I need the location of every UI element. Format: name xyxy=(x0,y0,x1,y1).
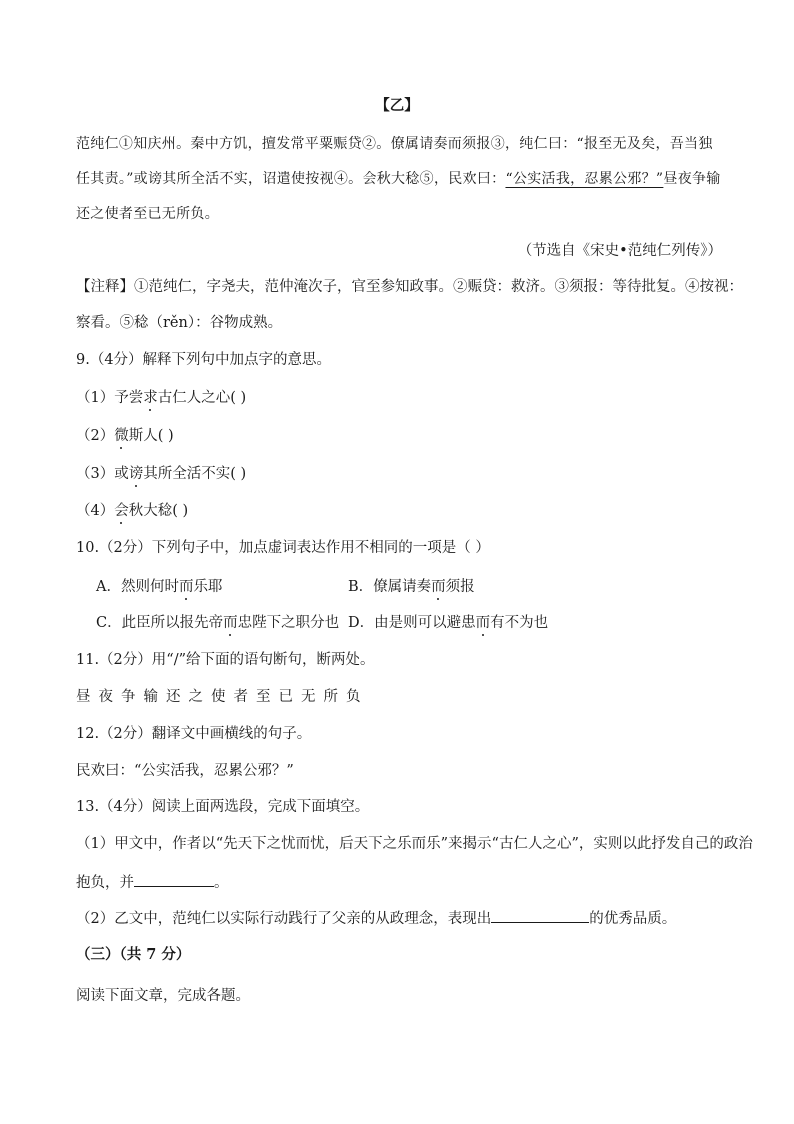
q13-blank-2[interactable] xyxy=(491,908,589,923)
q9-item-1 xyxy=(76,388,246,408)
q10-option-c-pre: C．此臣所以报先帝 xyxy=(96,615,224,631)
q11-stem: 11.（2分）用“/”给下面的语句断句，断两处。 xyxy=(76,652,375,668)
q13-blank-1[interactable] xyxy=(134,872,214,887)
q11-sentence xyxy=(76,687,369,707)
q11-char: 负 xyxy=(346,689,361,705)
q13-part-1-text: 抱负，并 xyxy=(76,875,134,891)
q13-part-2-text: （2）乙文中，范纯仁以实际行动践行了父亲的从政理念，表现出 xyxy=(76,911,492,927)
q10-option-a xyxy=(96,577,222,597)
q11-char: 者 xyxy=(233,689,248,705)
q10-option-d-dotted-char: 而 xyxy=(475,615,491,631)
underlined-sentence: “公实活我，忍累公邪？” xyxy=(505,171,664,187)
q9-item-4 xyxy=(76,501,188,521)
q13-part-1-line-1: （1）甲文中，作者以“先天下之忧而忧，后天下之乐而乐”来揭示“古仁人之心”，实则以此抒发自己的政治 xyxy=(76,836,753,852)
q13-part-1-line-2 xyxy=(76,872,229,893)
q10-option-d xyxy=(348,613,548,633)
passage-line-2-tail: 昼夜争输 xyxy=(663,171,721,187)
q11-char: 输 xyxy=(143,689,158,705)
q10-option-b-dotted-char: 而 xyxy=(431,579,446,595)
q13-part-2 xyxy=(76,908,676,929)
q9-item-3-post: 其所全活不实( ) xyxy=(143,466,247,482)
passage-line-2 xyxy=(76,169,721,189)
section-3-title: （三）（共 7 分） xyxy=(76,946,191,963)
q10-option-c-dotted-char: 而 xyxy=(223,615,238,631)
section-3-intro: 阅读下面文章，完成各题。 xyxy=(76,988,250,1004)
q10-option-b xyxy=(348,577,475,597)
q10-option-a-pre: A．然则何时 xyxy=(96,579,179,595)
q9-item-4-dotted-char: 会 xyxy=(114,503,129,519)
q10-option-c xyxy=(96,613,339,633)
q10-option-d-pre: D．由是则可以避患 xyxy=(348,615,476,631)
q9-item-4-pre: （4） xyxy=(76,503,115,519)
q9-item-2-post: 斯人( ) xyxy=(128,428,174,444)
q9-item-1-pre: （1）予尝 xyxy=(76,390,144,406)
q9-item-2-dotted-char: 微 xyxy=(114,428,129,444)
q13-part-2-end: 的优秀品质。 xyxy=(589,911,677,927)
passage-source: （节选自《宋史•范纯仁列传》） xyxy=(517,243,722,259)
q9-item-1-dotted-char: 求 xyxy=(143,390,158,406)
q9-item-3-dotted-char: 谤 xyxy=(128,466,144,482)
q10-option-c-post: 忠陛下之职分也 xyxy=(237,615,340,631)
q11-char: 无 xyxy=(301,689,316,705)
q11-char: 至 xyxy=(256,689,271,705)
passage-heading: 【乙】 xyxy=(375,97,419,114)
q10-option-b-pre: B．僚属请奏 xyxy=(348,579,432,595)
notes-line-1: 【注释】①范纯仁，字尧夫，范仲淹次子，官至参知政事。②赈贷：救济。③须报：等待批复。④按视： xyxy=(76,279,743,295)
q11-char: 之 xyxy=(188,689,203,705)
passage-line-3: 还之使者至已无所负。 xyxy=(76,206,219,222)
q9-stem: 9.（4分）解释下列句中加点字的意思。 xyxy=(76,352,332,368)
q9-item-4-post: 秋大稔( ) xyxy=(128,503,189,519)
passage-line-1: 范纯仁①知庆州。秦中方饥，擅发常平粟赈贷②。僚属请奏而须报③，纯仁曰：“报至无及矣，吾当独 xyxy=(76,136,713,152)
q9-item-3-pre: （3）或 xyxy=(76,466,129,482)
notes-line-2: 察看。⑤稔（rěn）：谷物成熟。 xyxy=(76,315,283,331)
q12-stem: 12.（2分）翻译文中画横线的句子。 xyxy=(76,726,312,742)
q10-option-a-dotted-char: 而 xyxy=(178,579,194,595)
q12-sentence: 民欢曰：“公实活我，忍累公邪？” xyxy=(76,763,294,779)
passage-line-2-text: 任其责。”或谤其所全活不实，诏遣使按视④。会秋大稔⑤，民欢曰： xyxy=(76,171,506,187)
q9-item-1-post: 古仁人之心( ) xyxy=(157,390,247,406)
q11-char: 使 xyxy=(211,689,226,705)
q11-char: 昼 xyxy=(76,689,91,705)
q13-part-1-end: 。 xyxy=(214,875,229,891)
q11-char: 已 xyxy=(278,689,293,705)
q11-char: 还 xyxy=(166,689,181,705)
q10-stem: 10.（2分）下列句子中，加点虚词表达作用不相同的一项是（ ） xyxy=(76,540,490,556)
q9-item-3 xyxy=(76,464,246,484)
q9-item-2 xyxy=(76,426,174,446)
q9-item-2-pre: （2） xyxy=(76,428,115,444)
q13-stem: 13.（4分）阅读上面两选段，完成下面填空。 xyxy=(76,799,370,815)
q11-char: 夜 xyxy=(98,689,113,705)
q10-option-a-post: 乐耶 xyxy=(193,579,223,595)
q10-option-b-post: 须报 xyxy=(445,579,475,595)
q11-char: 争 xyxy=(121,689,136,705)
q11-char: 所 xyxy=(323,689,338,705)
q10-option-d-post: 有不为也 xyxy=(490,615,549,631)
